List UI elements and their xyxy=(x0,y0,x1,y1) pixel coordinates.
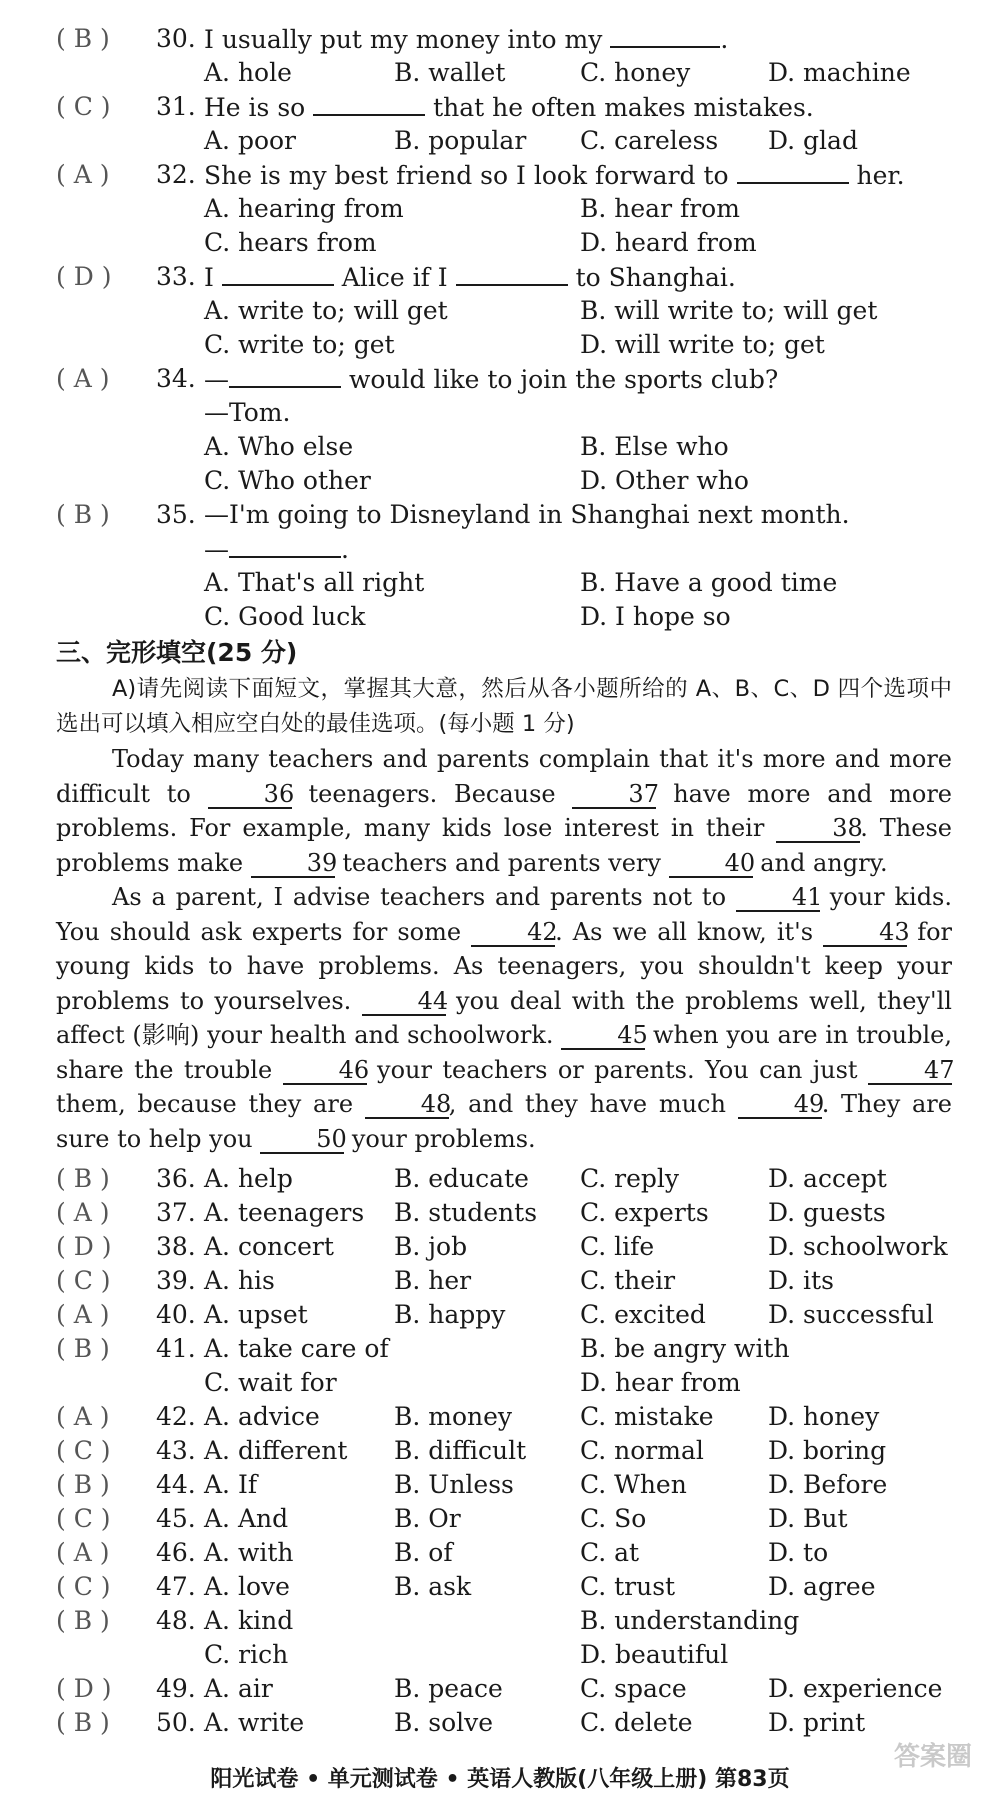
page-footer: 阳光试卷 • 单元测试卷 • 英语人教版(八年级上册) 第83页 xyxy=(210,1767,790,1792)
option-c: C. excited xyxy=(580,1300,706,1329)
options-32-row1 xyxy=(56,192,960,226)
stem-end: to Shanghai. xyxy=(575,263,736,292)
answer-mark: ( A ) xyxy=(56,1300,110,1329)
question-number: 32. xyxy=(156,160,196,189)
passage-text: your problems. xyxy=(351,1124,536,1153)
question-30 xyxy=(56,22,960,56)
question-number: 43. xyxy=(156,1436,196,1465)
option-b: B. of xyxy=(394,1538,453,1567)
question-stem xyxy=(204,158,905,193)
option-a: A. If xyxy=(204,1470,258,1499)
option-d: D. heard from xyxy=(580,228,757,257)
answer-mark: ( B ) xyxy=(56,1470,110,1499)
question-38 xyxy=(56,1230,960,1264)
option-b: B. ask xyxy=(394,1572,472,1601)
options-33-row1 xyxy=(56,294,960,328)
question-46 xyxy=(56,1536,960,1570)
options-32-row2 xyxy=(56,226,960,260)
dialog-reply xyxy=(204,532,349,567)
option-d: D. experience xyxy=(768,1674,943,1703)
passage-text: Today many teachers and parents complain that it's more and more difficult to xyxy=(56,745,952,808)
watermark-logo: 答案圈 xyxy=(893,1742,972,1772)
option-a: A. And xyxy=(204,1504,289,1533)
question-number: 31. xyxy=(156,92,196,121)
option-a: A. take care of xyxy=(204,1334,389,1363)
passage-text: . They are sure to help you xyxy=(56,1090,952,1153)
option-c: C. their xyxy=(580,1266,676,1295)
passage-text: for young kids to have problems. As teenagers, you shouldn't keep your problems to yourselves. xyxy=(56,917,952,1015)
question-40 xyxy=(56,1298,960,1332)
option-a: A. hole xyxy=(204,58,292,87)
option-c: C. wait for xyxy=(204,1368,337,1397)
blank-47: 47 xyxy=(868,1057,952,1085)
blank-39: 39 xyxy=(251,850,335,878)
option-c: C. mistake xyxy=(580,1402,714,1431)
option-c: C. rich xyxy=(204,1640,289,1669)
answer-blank xyxy=(229,362,341,388)
option-b: B. popular xyxy=(394,126,527,155)
question-number: 42. xyxy=(156,1402,196,1431)
question-35 xyxy=(56,498,960,532)
option-d: D. honey xyxy=(768,1402,880,1431)
blank-40: 40 xyxy=(669,850,753,878)
question-42 xyxy=(56,1400,960,1434)
blank-49: 49 xyxy=(738,1091,822,1119)
option-c: C. reply xyxy=(580,1164,679,1193)
answer-mark: ( B ) xyxy=(56,1606,110,1635)
passage-text: have more and more problems. For example, many kids lose interest in their xyxy=(56,779,952,842)
option-b: B. happy xyxy=(394,1300,506,1329)
answer-mark: ( A ) xyxy=(56,1198,110,1227)
option-a: A. That's all right xyxy=(204,568,425,597)
option-a: A. love xyxy=(204,1572,290,1601)
question-stem: —I'm going to Disneyland in Shanghai next month. xyxy=(204,500,850,529)
question-31 xyxy=(56,90,960,124)
option-b: B. job xyxy=(394,1232,468,1261)
question-number: 37. xyxy=(156,1198,196,1227)
option-d: D. machine xyxy=(768,58,911,87)
option-b: B. Unless xyxy=(394,1470,514,1499)
option-a: A. concert xyxy=(204,1232,334,1261)
question-43 xyxy=(56,1434,960,1468)
option-c: C. normal xyxy=(580,1436,704,1465)
answer-blank xyxy=(610,22,720,48)
question-number: 41. xyxy=(156,1334,196,1363)
option-a: A. his xyxy=(204,1266,275,1295)
question-number: 46. xyxy=(156,1538,196,1567)
answer-mark: ( C ) xyxy=(56,92,111,121)
answer-mark: ( A ) xyxy=(56,1402,110,1431)
option-d: D. beautiful xyxy=(580,1640,729,1669)
reply-dash: — xyxy=(204,535,229,564)
option-b: B. solve xyxy=(394,1708,494,1737)
answer-blank xyxy=(313,90,425,116)
options-34-row1 xyxy=(56,430,960,464)
question-45 xyxy=(56,1502,960,1536)
option-b: B. wallet xyxy=(394,58,506,87)
blank-44: 44 xyxy=(362,988,446,1016)
passage-text: them, because they are xyxy=(56,1090,354,1118)
stem-text: I usually put my money into my xyxy=(204,25,603,54)
option-c: C. space xyxy=(580,1674,687,1703)
passage-text: As a parent, I advise teachers and parents not to xyxy=(112,883,727,911)
option-d: D. agree xyxy=(768,1572,876,1601)
question-35-reply xyxy=(56,532,960,566)
option-d: D. its xyxy=(768,1266,834,1295)
option-c: C. at xyxy=(580,1538,640,1567)
stem-text: She is my best friend so I look forward to xyxy=(204,161,729,190)
question-stem xyxy=(204,22,728,57)
blank-38: 38 xyxy=(776,815,860,843)
question-number: 38. xyxy=(156,1232,196,1261)
question-number: 45. xyxy=(156,1504,196,1533)
passage-text: teenagers. Because xyxy=(308,779,556,808)
option-d: D. boring xyxy=(768,1436,887,1465)
option-c: C. experts xyxy=(580,1198,709,1227)
stem-text: I xyxy=(204,263,214,292)
option-c: C. When xyxy=(580,1470,687,1499)
question-34-reply xyxy=(56,396,960,430)
option-b: B. Else who xyxy=(580,432,729,461)
blank-42: 42 xyxy=(471,919,555,947)
option-a: A. different xyxy=(204,1436,348,1465)
question-33 xyxy=(56,260,960,294)
answer-mark: ( A ) xyxy=(56,364,110,393)
answer-mark: ( C ) xyxy=(56,1436,111,1465)
option-a: A. Who else xyxy=(204,432,354,461)
section-title: 三、完形填空(25 分) xyxy=(56,638,298,667)
answer-mark: ( D ) xyxy=(56,1674,112,1703)
answer-blank xyxy=(737,158,849,184)
option-a: A. kind xyxy=(204,1606,294,1635)
question-36 xyxy=(56,1162,960,1196)
question-number: 39. xyxy=(156,1266,196,1295)
option-b: B. be angry with xyxy=(580,1334,790,1363)
blank-37: 37 xyxy=(572,781,656,809)
stem-mid: Alice if I xyxy=(341,263,448,292)
option-a: A. help xyxy=(204,1164,293,1193)
option-c: C. hears from xyxy=(204,228,377,257)
dialog-reply: —Tom. xyxy=(204,398,291,427)
passage-text: you deal with the problems well, they'll affect (影响) your health and schoolwork. xyxy=(56,986,952,1049)
question-number: 33. xyxy=(156,262,196,291)
question-48-row2 xyxy=(56,1638,960,1672)
question-stem xyxy=(204,90,814,125)
option-c: C. delete xyxy=(580,1708,693,1737)
option-a: A. hearing from xyxy=(204,194,404,223)
cloze-passage-p2 xyxy=(56,880,955,1156)
blank-43: 43 xyxy=(823,919,907,947)
answer-mark: ( B ) xyxy=(56,1164,110,1193)
option-b: B. her xyxy=(394,1266,472,1295)
question-37 xyxy=(56,1196,960,1230)
question-41 xyxy=(56,1332,960,1366)
option-a: A. teenagers xyxy=(204,1198,365,1227)
answer-mark: ( C ) xyxy=(56,1504,111,1533)
option-d: D. to xyxy=(768,1538,829,1567)
passage-text: when you are in trouble, share the trouble xyxy=(56,1021,952,1084)
question-44 xyxy=(56,1468,960,1502)
question-number: 40. xyxy=(156,1300,196,1329)
question-32 xyxy=(56,158,960,192)
answer-mark: ( B ) xyxy=(56,1334,110,1363)
answer-blank xyxy=(456,260,568,286)
question-number: 48. xyxy=(156,1606,196,1635)
option-a: A. upset xyxy=(204,1300,308,1329)
answer-mark: ( B ) xyxy=(56,1708,110,1737)
option-d: D. will write to; get xyxy=(580,330,825,359)
stem-end: . xyxy=(720,25,729,54)
blank-36: 36 xyxy=(208,781,292,809)
question-stem xyxy=(204,260,736,295)
options-30 xyxy=(56,56,960,90)
answer-blank xyxy=(222,260,334,286)
option-b: B. peace xyxy=(394,1674,503,1703)
stem-end: that he often makes mistakes. xyxy=(433,93,814,122)
passage-text: your kids. You should ask experts for some xyxy=(56,883,952,946)
option-d: D. print xyxy=(768,1708,866,1737)
answer-mark: ( C ) xyxy=(56,1572,111,1601)
option-a: A. poor xyxy=(204,126,297,155)
option-c: C. Good luck xyxy=(204,602,366,631)
option-c: C. honey xyxy=(580,58,691,87)
option-c: C. trust xyxy=(580,1572,676,1601)
answer-blank xyxy=(229,532,341,558)
question-number: 49. xyxy=(156,1674,196,1703)
option-b: B. money xyxy=(394,1402,513,1431)
question-47 xyxy=(56,1570,960,1604)
cloze-passage-p1 xyxy=(56,742,952,880)
option-b: B. difficult xyxy=(394,1436,527,1465)
question-stem xyxy=(204,362,778,397)
answer-mark: ( D ) xyxy=(56,262,112,291)
answer-mark: ( B ) xyxy=(56,24,110,53)
question-number: 34. xyxy=(156,364,196,393)
blank-50: 50 xyxy=(260,1126,344,1154)
blank-41: 41 xyxy=(736,884,820,912)
option-b: B. hear from xyxy=(580,194,740,223)
option-d: D. successful xyxy=(768,1300,934,1329)
option-d: D. accept xyxy=(768,1164,887,1193)
passage-text: teachers and parents very xyxy=(342,848,661,877)
answer-mark: ( A ) xyxy=(56,1538,110,1567)
option-b: B. Have a good time xyxy=(580,568,838,597)
option-d: D. Before xyxy=(768,1470,888,1499)
option-b: B. understanding xyxy=(580,1606,800,1635)
question-41-row2 xyxy=(56,1366,960,1400)
stem-end: would like to join the sports club? xyxy=(348,365,779,394)
question-number: 30. xyxy=(156,24,196,53)
option-c: C. So xyxy=(580,1504,647,1533)
options-34-row2 xyxy=(56,464,960,498)
section-instruction: A)请先阅读下面短文，掌握其大意，然后从各小题所给的 A、B、C、D 四个选项中选出可以填入相应空白处的最佳选项。(每小题 1 分) xyxy=(56,676,952,737)
option-b: B. Or xyxy=(394,1504,461,1533)
passage-text: your teachers or parents. You can just xyxy=(377,1055,858,1084)
options-35-row2 xyxy=(56,600,960,634)
stem-end: her. xyxy=(856,161,905,190)
option-c: C. write to; get xyxy=(204,330,395,359)
answer-mark: ( D ) xyxy=(56,1232,112,1261)
question-49 xyxy=(56,1672,960,1706)
question-50 xyxy=(56,1706,960,1740)
passage-text: and angry. xyxy=(760,848,888,877)
answer-mark: ( A ) xyxy=(56,160,110,189)
option-a: A. write to; will get xyxy=(204,296,448,325)
question-number: 50. xyxy=(156,1708,196,1737)
passage-text: . As we all know, it's xyxy=(555,917,814,946)
question-number: 35. xyxy=(156,500,196,529)
option-a: A. air xyxy=(204,1674,273,1703)
question-48 xyxy=(56,1604,960,1638)
option-c: C. life xyxy=(580,1232,655,1261)
option-d: D. I hope so xyxy=(580,602,731,631)
option-a: A. with xyxy=(204,1538,294,1567)
option-c: C. careless xyxy=(580,126,719,155)
option-c: C. Who other xyxy=(204,466,371,495)
question-39 xyxy=(56,1264,960,1298)
option-b: B. educate xyxy=(394,1164,529,1193)
stem-text: — xyxy=(204,365,229,394)
options-31 xyxy=(56,124,960,158)
option-a: A. advice xyxy=(204,1402,320,1431)
option-d: D. hear from xyxy=(580,1368,741,1397)
option-d: D. schoolwork xyxy=(768,1232,948,1261)
option-d: D. But xyxy=(768,1504,848,1533)
answer-mark: ( B ) xyxy=(56,500,110,529)
answer-mark: ( C ) xyxy=(56,1266,111,1295)
passage-text: . These problems make xyxy=(56,814,952,877)
question-number: 47. xyxy=(156,1572,196,1601)
option-d: D. guests xyxy=(768,1198,886,1227)
option-b: B. students xyxy=(394,1198,538,1227)
option-a: A. write xyxy=(204,1708,305,1737)
blank-48: 48 xyxy=(365,1091,449,1119)
option-d: D. Other who xyxy=(580,466,749,495)
passage-text: , and they have much xyxy=(448,1090,726,1118)
options-35-row1 xyxy=(56,566,960,600)
blank-46: 46 xyxy=(283,1057,367,1085)
option-b: B. will write to; will get xyxy=(580,296,878,325)
option-d: D. glad xyxy=(768,126,858,155)
options-33-row2 xyxy=(56,328,960,362)
question-number: 44. xyxy=(156,1470,196,1499)
question-34 xyxy=(56,362,960,396)
blank-45: 45 xyxy=(561,1022,645,1050)
reply-end: . xyxy=(341,535,349,564)
stem-text: He is so xyxy=(204,93,306,122)
question-number: 36. xyxy=(156,1164,196,1193)
